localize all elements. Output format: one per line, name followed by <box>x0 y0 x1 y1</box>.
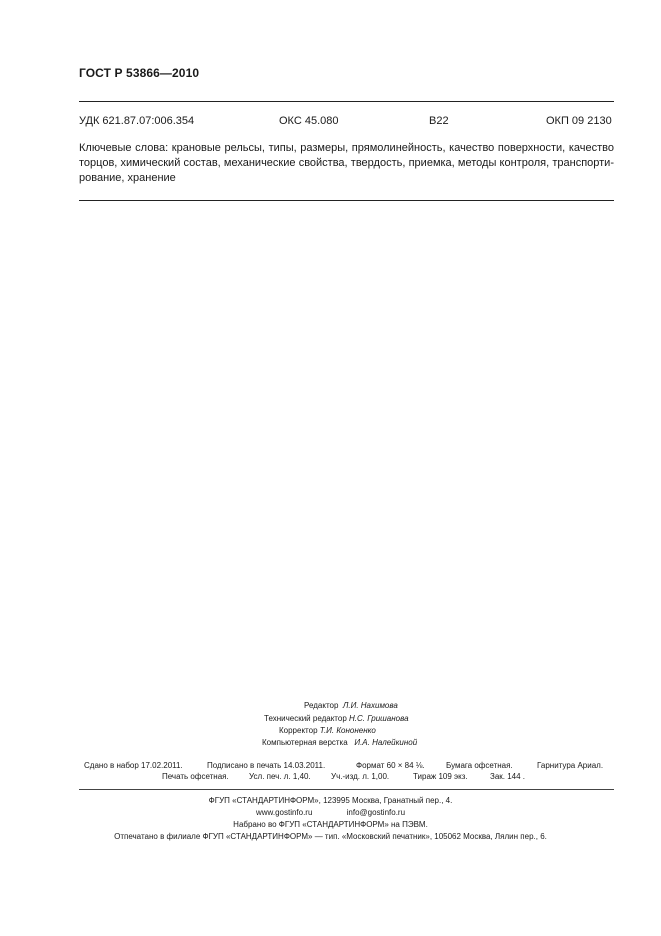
udk-code: УДК 621.87.07:006.354 <box>79 115 195 127</box>
signed-to-print: Подписано в печать 14.03.2011. <box>207 761 326 770</box>
print-type: Печать офсетная. <box>162 772 229 781</box>
editor-role: Редактор <box>304 701 339 710</box>
bottom-divider <box>79 200 614 201</box>
sent-to-set: Сдано в набор 17.02.2011. <box>84 761 183 770</box>
keywords-line-1: Ключевые слова: крановые рельсы, типы, размеры, прямолинейность, качество поверхности, качество <box>79 142 614 154</box>
group-code: В22 <box>429 115 449 127</box>
printed-note: Отпечатано в филиале ФГУП «СТАНДАРТИНФОРМ» — тип. «Московский печатник», 105062 Москва, Лялин пер., 6. <box>114 832 547 841</box>
circulation: Тираж 109 экз. <box>413 772 468 781</box>
keywords-line-3: рование, хранение <box>79 172 176 184</box>
corrector-role: Корректор <box>279 726 318 735</box>
format: Формат 60 × 84 ⅛. <box>356 761 425 770</box>
oks-code: ОКС 45.080 <box>279 115 339 127</box>
keywords-line-2: торцов, химический состав, механические свойства, твердость, приемка, методы контроля, транспорти- <box>79 157 614 169</box>
contact-line <box>0 808 661 817</box>
email-link[interactable]: info@gostinfo.ru <box>346 808 406 817</box>
order-number: Зак. 144 . <box>490 772 526 781</box>
tech-editor-role: Технический редактор <box>264 714 347 723</box>
website-link[interactable]: www.gostinfo.ru <box>255 808 313 817</box>
corrector-line <box>279 726 376 735</box>
editor-line <box>304 701 398 710</box>
footer-divider <box>79 789 614 790</box>
publisher-address: ФГУП «СТАНДАРТИНФОРМ», 123995 Москва, Гранатный пер., 4. <box>208 796 453 805</box>
tech-editor-person: Н.С. Гришанова <box>349 714 409 723</box>
tech-editor-line <box>264 714 409 723</box>
layout-line <box>262 738 417 747</box>
editor-person: Л.И. Нахимова <box>342 701 398 710</box>
pub-sheets: Уч.-изд. л. 1,00. <box>331 772 390 781</box>
standard-code: ГОСТ Р 53866—2010 <box>79 66 200 80</box>
keywords-block <box>79 141 614 186</box>
top-divider <box>79 101 614 102</box>
typeface: Гарнитура Ариал. <box>537 761 604 770</box>
paper: Бумага офсетная. <box>446 761 513 770</box>
okp-code: ОКП 09 2130 <box>546 115 612 127</box>
print-sheets: Усл. печ. л. 1,40. <box>249 772 311 781</box>
layout-role: Компьютерная верстка <box>262 738 348 747</box>
corrector-person: Т.И. Кононенко <box>319 726 376 735</box>
layout-person: И.А. Налейкиной <box>354 738 418 747</box>
typeset-note: Набрано во ФГУП «СТАНДАРТИНФОРМ» на ПЭВМ. <box>233 820 428 829</box>
